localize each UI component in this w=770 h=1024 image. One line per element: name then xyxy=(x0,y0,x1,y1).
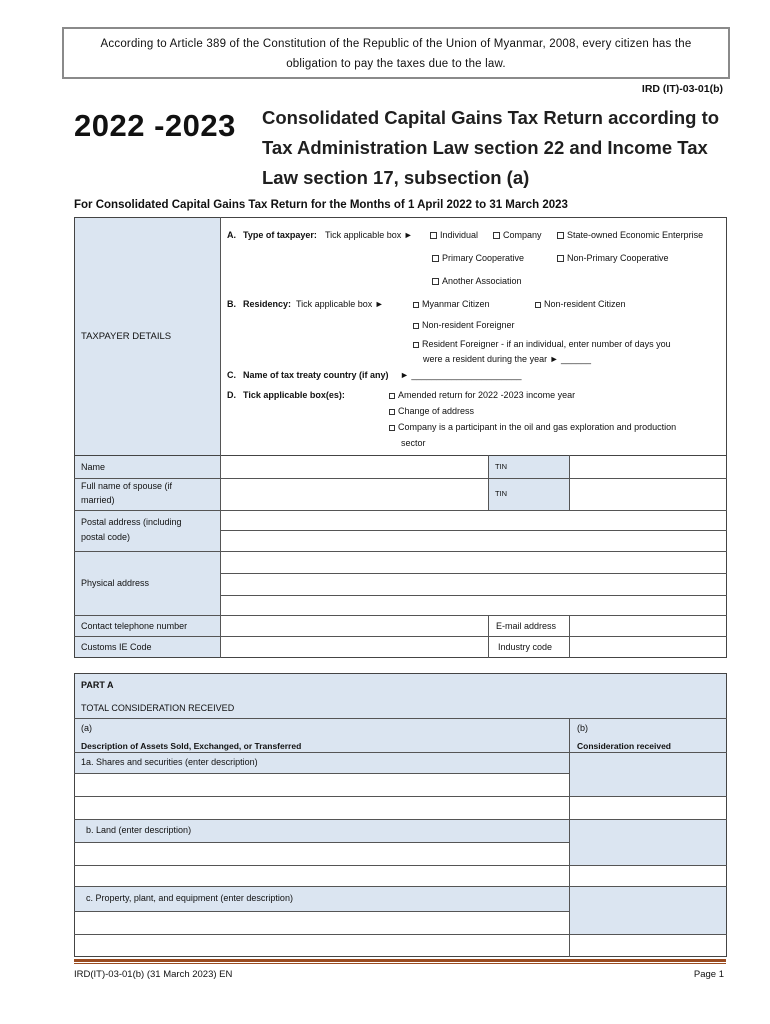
tax-year: 2022 -2023 xyxy=(74,108,236,143)
taxpayer-type-hint: Tick applicable box ► xyxy=(325,230,413,240)
col-b-label: Consideration received xyxy=(577,741,672,751)
checkbox-icon xyxy=(413,302,419,308)
email-label: E-mail address xyxy=(496,621,557,631)
postal-address-input[interactable] xyxy=(222,512,725,549)
form-subtitle: For Consolidated Capital Gains Tax Return for the Months of 1 April 2022 to 31 March 2023 xyxy=(74,199,568,211)
ppe-description-input-1[interactable] xyxy=(76,912,568,934)
spouse-label-line-1: Full name of spouse (if xyxy=(81,481,173,491)
ppe-consideration-input[interactable] xyxy=(570,887,726,934)
form-title xyxy=(262,103,732,193)
checkbox-myanmar-citizen[interactable] xyxy=(413,299,490,309)
checkbox-icon xyxy=(432,255,439,262)
taxpayer-details-label: TAXPAYER DETAILS xyxy=(81,331,172,342)
checkbox-icon xyxy=(430,232,437,239)
footer-form-ref: IRD(IT)-03-01(b) (31 March 2023) EN xyxy=(74,969,233,980)
shares-securities-label: 1a. Shares and securities (enter description) xyxy=(81,757,258,767)
checkbox-icon xyxy=(493,232,500,239)
option-label: Company is a participant in the oil and gas exploration and production xyxy=(398,422,677,432)
treaty-country-label: Name of tax treaty country (if any) xyxy=(243,370,389,380)
checkbox-another-association[interactable] xyxy=(432,276,522,286)
col-b-letter: (b) xyxy=(577,723,588,733)
postal-label-line-2: postal code) xyxy=(81,532,131,542)
option-label: Resident Foreigner - if an individual, enter number of days you xyxy=(422,339,671,349)
shares-consideration-input[interactable] xyxy=(570,753,726,797)
part-a-subheading: TOTAL CONSIDERATION RECEIVED xyxy=(81,703,235,713)
spouse-tin-input[interactable] xyxy=(571,480,725,508)
treaty-country-field[interactable]: ► ______________________ xyxy=(400,370,522,380)
checkbox-icon xyxy=(432,278,439,285)
shares-description-input-2[interactable] xyxy=(76,797,568,819)
applicable-boxes-label: Tick applicable box(es): xyxy=(243,390,345,400)
name-input[interactable] xyxy=(222,458,486,476)
phone-input[interactable] xyxy=(222,617,486,634)
land-description-input-2[interactable] xyxy=(76,866,568,886)
resident-days-field[interactable]: were a resident during the year ► ______ xyxy=(423,354,592,364)
col-a-letter: (a) xyxy=(81,723,92,733)
section-b-letter: B. xyxy=(227,299,236,309)
checkbox-resident-foreigner[interactable] xyxy=(413,339,671,349)
land-label: b. Land (enter description) xyxy=(86,825,192,835)
option-label: Company xyxy=(503,230,542,240)
physical-address-input[interactable] xyxy=(222,553,725,613)
oil-gas-option-continued: sector xyxy=(401,438,426,448)
option-label: Amended return for 2022 -2023 income year xyxy=(398,390,576,400)
customs-code-input[interactable] xyxy=(222,638,486,656)
email-input[interactable] xyxy=(571,617,725,634)
checkbox-icon xyxy=(389,393,395,399)
postal-label-line-1: Postal address (including xyxy=(81,517,182,527)
physical-address-label: Physical address xyxy=(81,578,150,588)
checkbox-state-owned[interactable] xyxy=(557,230,703,240)
option-label: Individual xyxy=(440,230,479,240)
option-label: Change of address xyxy=(398,406,475,416)
industry-code-label: Industry code xyxy=(498,642,553,652)
checkbox-icon xyxy=(389,425,395,431)
checkbox-change-of-address[interactable] xyxy=(389,406,474,416)
industry-code-input[interactable] xyxy=(571,638,725,656)
checkbox-primary-cooperative[interactable] xyxy=(432,253,524,263)
option-label: State-owned Economic Enterprise xyxy=(567,230,704,240)
title-line-2: Tax Administration Law section 22 and Income Tax xyxy=(262,137,708,158)
phone-label: Contact telephone number xyxy=(81,621,188,631)
page-number: Page 1 xyxy=(693,969,724,980)
footer-rule xyxy=(74,959,726,962)
residency-label: Residency: xyxy=(243,299,292,309)
checkbox-icon xyxy=(413,323,419,329)
constitution-notice xyxy=(62,27,730,79)
residency-hint: Tick applicable box ► xyxy=(296,299,384,309)
checkbox-amended-return[interactable] xyxy=(389,390,575,400)
title-line-3: Law section 17, subsection (a) xyxy=(262,167,530,188)
spouse-tin-label: TIN xyxy=(495,489,508,498)
checkbox-company[interactable] xyxy=(493,230,542,240)
footer-rule-thin xyxy=(74,963,726,964)
col-a-label: Description of Assets Sold, Exchanged, or Transferred xyxy=(81,741,302,751)
checkbox-icon xyxy=(413,342,419,348)
land-consideration-input[interactable] xyxy=(570,820,726,865)
option-label: Non-resident Foreigner xyxy=(422,320,515,330)
checkbox-icon xyxy=(535,302,541,308)
section-c-letter: C. xyxy=(227,370,236,380)
tin-label: TIN xyxy=(495,462,508,471)
checkbox-oil-gas-participant[interactable] xyxy=(389,422,676,432)
taxpayer-type-label: Type of taxpayer: xyxy=(243,230,317,240)
customs-code-label: Customs IE Code xyxy=(81,642,152,652)
shares-description-input-1[interactable] xyxy=(76,774,568,796)
ppe-description-input-2[interactable] xyxy=(76,935,568,955)
notice-line-1: According to Article 389 of the Constitution of the Republic of the Union of Myanmar, 2008, every citizen has the xyxy=(100,38,692,50)
option-label: Myanmar Citizen xyxy=(422,299,490,309)
option-label: Another Association xyxy=(442,276,522,286)
tin-input[interactable] xyxy=(571,458,725,476)
name-label: Name xyxy=(81,462,106,472)
section-d-letter: D. xyxy=(227,390,236,400)
checkbox-non-resident-foreigner[interactable] xyxy=(413,320,515,330)
property-plant-equipment-label: c. Property, plant, and equipment (enter description) xyxy=(86,893,293,903)
spouse-label-line-2: married) xyxy=(81,495,115,505)
notice-line-2: obligation to pay the taxes due to the law. xyxy=(286,58,506,70)
form-code: IRD (IT)-03-01(b) xyxy=(641,83,723,95)
title-line-1: Consolidated Capital Gains Tax Return according to xyxy=(262,107,720,128)
spouse-name-input[interactable] xyxy=(222,480,486,508)
option-label: Primary Cooperative xyxy=(442,253,525,263)
part-a-heading: PART A xyxy=(81,680,114,690)
option-label: Non-resident Citizen xyxy=(544,299,626,309)
checkbox-non-primary-cooperative[interactable] xyxy=(557,253,669,263)
checkbox-individual[interactable] xyxy=(430,230,478,240)
checkbox-icon xyxy=(557,255,564,262)
checkbox-icon xyxy=(389,409,395,415)
checkbox-icon xyxy=(557,232,564,239)
option-label: Non-Primary Cooperative xyxy=(567,253,669,263)
land-description-input-1[interactable] xyxy=(76,843,568,865)
section-a-letter: A. xyxy=(227,230,236,240)
checkbox-non-resident-citizen[interactable] xyxy=(535,299,626,309)
